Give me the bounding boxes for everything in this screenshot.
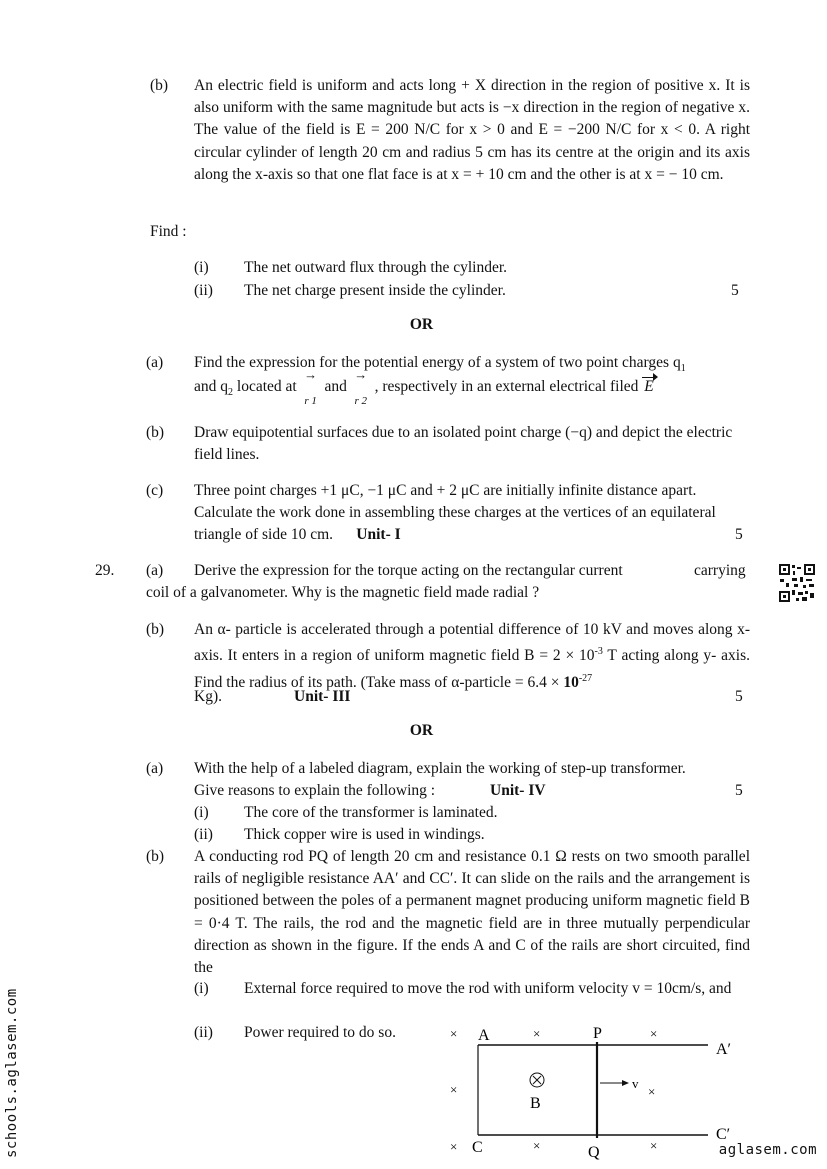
q29alt-b-text: A conducting rod PQ of length 20 cm and resistance 0.1 Ω rests on two smooth parallel rails of negligible resistance AA′ and CC′. It can slide on the rails and the arrangement is positioned between the poles of a permanent magnet producing uniform magnetic field B = 0·4 T. The rails, the rod and the magnetic field are in three mutually perpendicular direction as shown in the figure. If the ends A and C of the rails are short circuited, find the — [194, 848, 750, 977]
q28alt-b-label: (b) — [146, 424, 165, 441]
q29alt-a-item-text: The core of the transformer is laminated. — [244, 804, 498, 821]
q29alt-b-item-num: (ii) — [194, 1024, 213, 1041]
q29alt-b-label: (b) — [146, 848, 165, 865]
q29alt-a-line1: With the help of a labeled diagram, explain the working of step-up transformer. — [194, 760, 686, 777]
q29alt-a-item-text: Thick copper wire is used in windings. — [244, 826, 485, 843]
r2-vector: → $_{r 2}$ — [351, 376, 371, 399]
arrow-icon: → — [354, 367, 368, 382]
q28alt-a-label: (a) — [146, 354, 164, 371]
q28alt-a-text: Find the expression for the potential energy of a system of two point charges q — [194, 354, 681, 371]
cross-icon: × — [650, 1138, 658, 1153]
footer-watermark: aglasem.com — [718, 1142, 817, 1158]
r1-vector: → $_{r 1}$ — [301, 376, 321, 399]
q28b-item-num: (ii) — [194, 282, 213, 299]
unit-label: Unit- IV — [490, 782, 546, 799]
cross-icon: × — [533, 1138, 541, 1153]
label-c-prime: C′ — [716, 1126, 731, 1143]
q28alt-b-text: Draw equipotential surfaces due to an isolated point charge (−q) and depict the electric field lines. — [194, 424, 733, 464]
q28b-item-num: (i) — [194, 259, 209, 276]
q29alt-a-item-num: (ii) — [194, 826, 213, 843]
arrow-icon: → — [304, 367, 318, 382]
find-label: Find : — [150, 223, 187, 240]
q28alt-c-label: (c) — [146, 482, 164, 499]
q29-a-line1-end: carrying — [694, 562, 746, 579]
q29-b-body: An α- particle is accelerated through a potential difference of 10 kV and moves along x- axis. It enters in a region of uniform magnetic field B = 2 × 10 — [194, 621, 750, 665]
q28alt-a-text: located at — [233, 378, 301, 395]
ten: 10 — [563, 673, 579, 691]
q29-b-label: (b) — [146, 621, 165, 638]
rails-figure — [440, 1020, 750, 1160]
q29-b-text — [194, 619, 750, 694]
unit-label: Unit- I — [356, 526, 401, 544]
q28alt-c-body: Three point charges +1 μC, −1 μC and + 2 μC are initially infinite distance apart. Calculate the work done in assembling these charges at the vertices of an equilateral triangle of side 10 cm. — [194, 482, 716, 544]
q28alt-a-line2 — [194, 367, 656, 407]
q29alt-a-line2: Give reasons to explain the following : — [194, 782, 436, 799]
or-divider: OR — [409, 722, 434, 739]
label-v: v — [632, 1076, 639, 1091]
q29alt-b-item-text: External force required to move the rod with uniform velocity v = 10cm/s, and — [244, 980, 732, 997]
cross-icon: × — [648, 1084, 656, 1099]
arrow-head-icon — [622, 1080, 629, 1086]
q28alt-a-text: and q — [194, 378, 229, 395]
q29-a-line1: Derive the expression for the torque acting on the rectangular current — [194, 562, 623, 579]
exponent: -27 — [578, 672, 593, 684]
unit-label: Unit- III — [294, 688, 351, 705]
q29alt-b-item-text: Power required to do so. — [244, 1024, 396, 1041]
cross-icon: × — [450, 1082, 458, 1097]
label-a: A — [478, 1027, 490, 1044]
label-a-prime: A′ — [716, 1041, 732, 1058]
side-watermark: schools.aglasem.com — [4, 988, 20, 1158]
exponent: -3 — [594, 646, 603, 658]
q28b-item-text: The net outward flux through the cylinder. — [244, 259, 508, 276]
label-q: Q — [588, 1144, 600, 1160]
q28b-item-text: The net charge present inside the cylinder. — [244, 282, 506, 299]
subscript: 2 — [228, 387, 234, 399]
cross-icon: × — [450, 1139, 458, 1154]
q28b-label: (b) — [150, 77, 169, 94]
subscript: 1 — [680, 363, 686, 375]
question-number: 29. — [95, 562, 115, 579]
q29alt-a-label: (a) — [146, 760, 164, 777]
label-b: B — [530, 1095, 541, 1112]
q28alt-a-text: , respectively in an external electrical filed — [370, 378, 643, 395]
marks: 5 — [735, 782, 743, 799]
q28alt-c-text — [194, 480, 742, 547]
q29-a-line2: coil of a galvanometer. Why is the magnetic field made radial ? — [146, 584, 540, 601]
cross-icon: × — [533, 1026, 541, 1041]
q29-a-label: (a) — [146, 562, 164, 579]
or-divider: OR — [409, 316, 434, 333]
cross-icon: × — [450, 1026, 458, 1041]
marks: 5 — [731, 282, 739, 299]
marks: 5 — [735, 688, 743, 705]
qr-code — [778, 563, 816, 603]
marks: 5 — [735, 526, 743, 543]
q28b-text: An electric field is uniform and acts long + X direction in the region of positive x. It is also uniform with the same magnitude but acts is −x direction in the region of negative x. The value of the field is E = 200 N/C for x > 0 and E = −200 N/C for x < 0. A right circular cylinder of length 20 cm and radius 5 cm has its centre at the origin and its axis along the x-axis so that one flat face is at x = + 10 cm and the other is at x = − 10 cm. — [194, 77, 750, 183]
q29-b-kg: Kg). — [194, 688, 222, 705]
cross-icon: × — [650, 1026, 658, 1041]
q29alt-b-item-num: (i) — [194, 980, 209, 997]
label-p: P — [593, 1025, 602, 1042]
q29-b-body: T acting along y- axis. Find the radius of its path. (Take mass of α-particle = 6.4 × — [194, 647, 750, 691]
e-vector: E — [642, 376, 655, 398]
label-c: C — [472, 1139, 483, 1156]
q29alt-a-item-num: (i) — [194, 804, 209, 821]
q28alt-a-text: and — [320, 378, 351, 395]
